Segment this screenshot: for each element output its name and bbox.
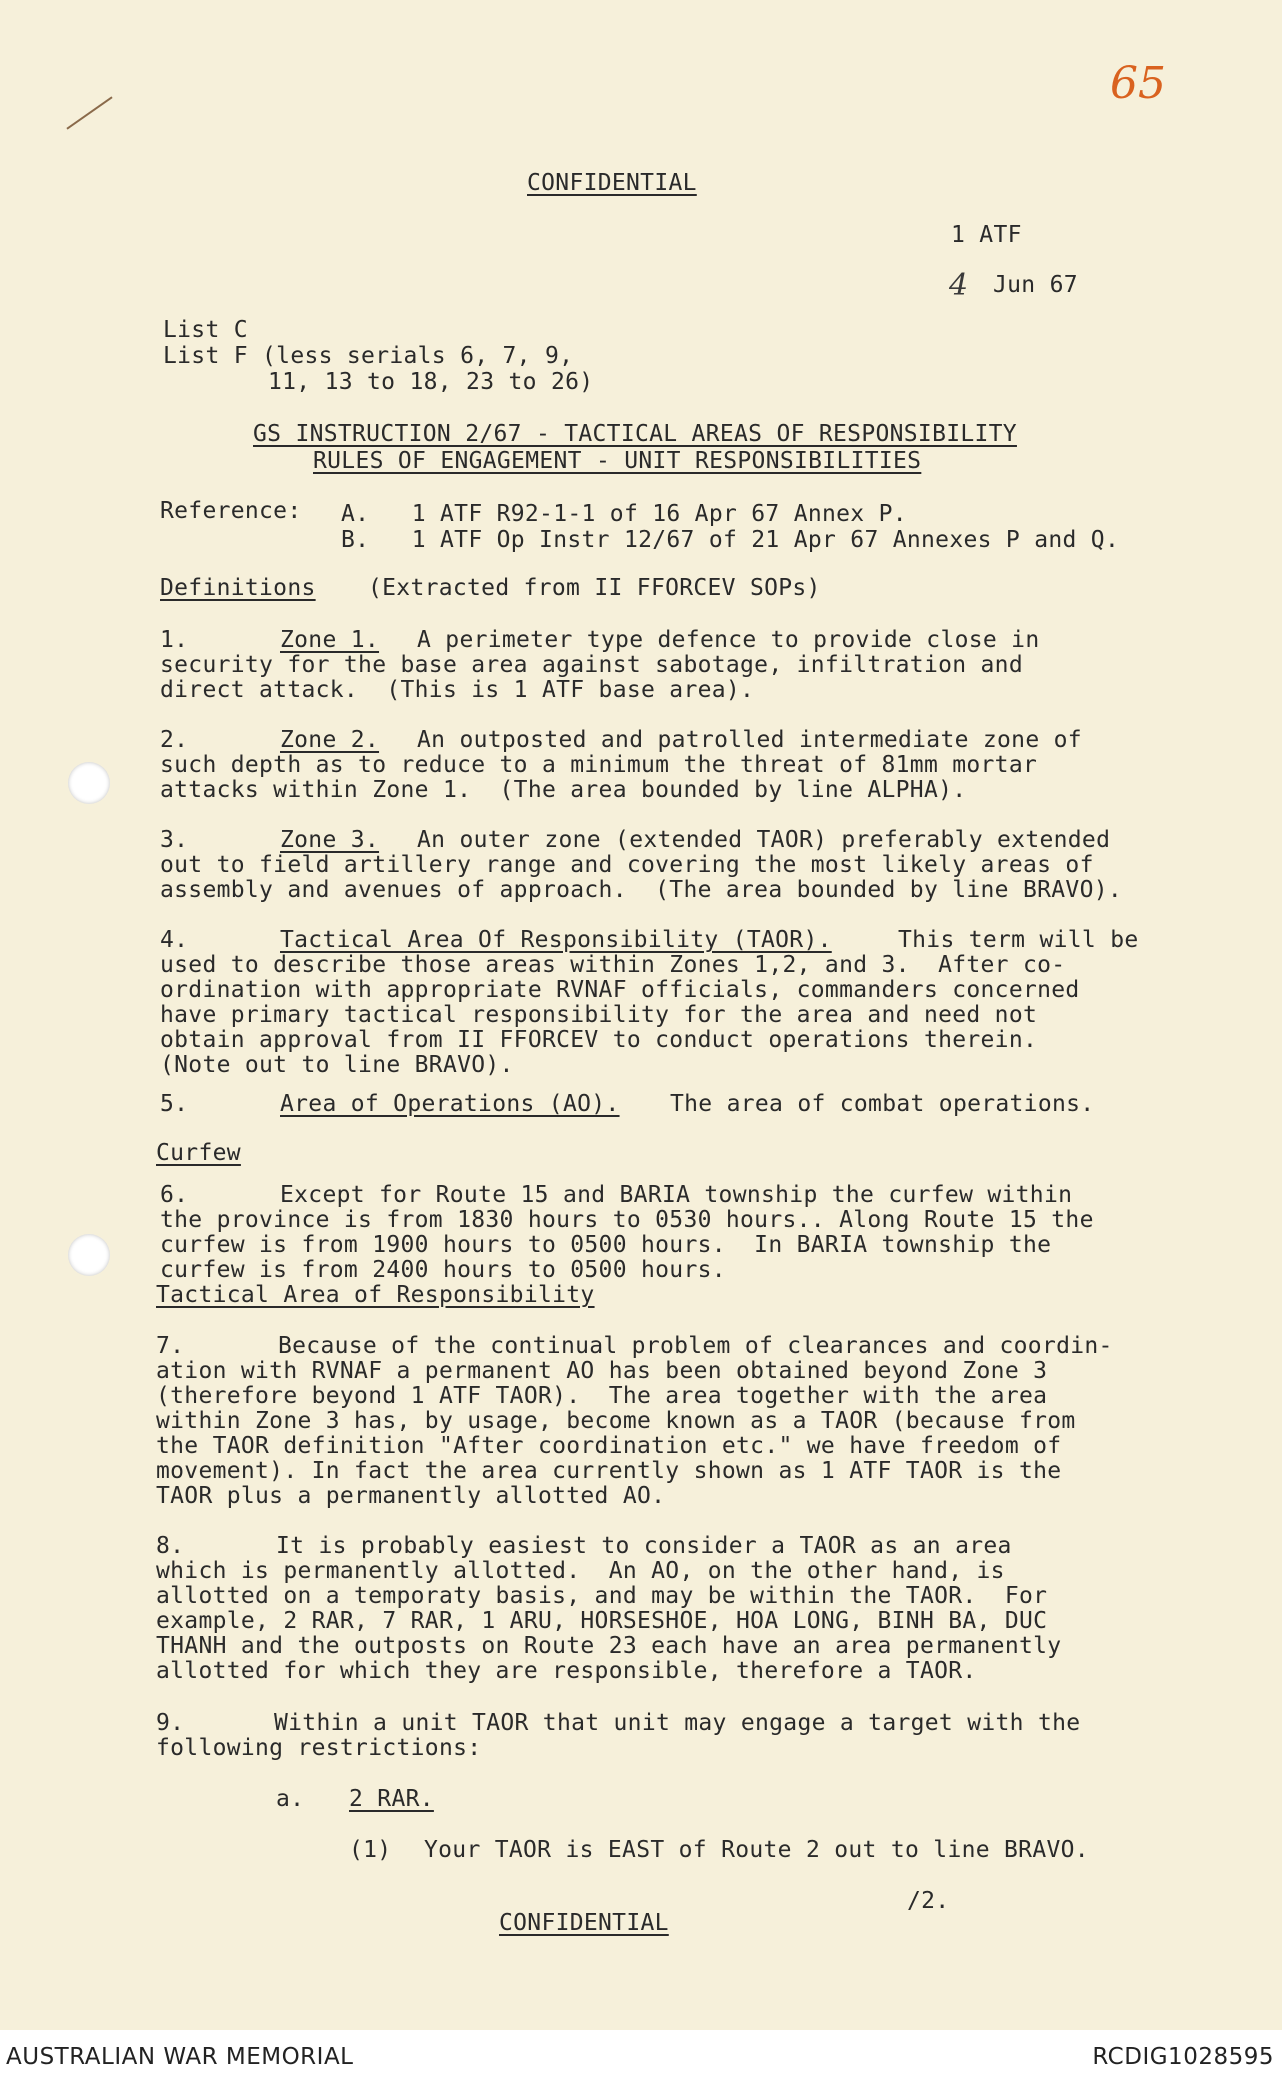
paragraph-line: (Note out to line BRAVO). (160, 1052, 514, 1078)
punch-hole (68, 1234, 110, 1276)
pencil-mark (66, 96, 112, 129)
paragraph-line: attacks within Zone 1. (The area bounded by line ALPHA). (160, 777, 967, 803)
paragraph-line: such depth as to reduce to a minimum the threat of 81mm mortar (160, 752, 1038, 778)
handwritten-date-day: 4 (949, 268, 969, 303)
paragraph-line: security for the base area against sabotage, infiltration and (160, 652, 1023, 678)
paragraph-term: Tactical Area Of Responsibility (TAOR). (280, 927, 832, 953)
paragraph-term: Zone 2. (280, 727, 380, 753)
paragraph-number: 5. (160, 1091, 189, 1117)
paragraph-line: allotted on a temporaty basis, and may be within the TAOR. For (156, 1583, 1048, 1609)
paragraph-number: 8. (156, 1533, 185, 1559)
continuation-marker: /2. (907, 1888, 950, 1914)
paragraph-number: 4. (160, 927, 189, 953)
paragraph-line: This term will be (898, 927, 1139, 953)
paragraph-line: ation with RVNAF a permanent AO has been obtained beyond Zone 3 (156, 1358, 1048, 1384)
paragraph-number: 2. (160, 727, 189, 753)
definitions-subheading: (Extracted from II FFORCEV SOPs) (368, 575, 821, 601)
paragraph-line: An outer zone (extended TAOR) preferably extended (417, 827, 1111, 853)
paragraph-line: A perimeter type defence to provide close in (417, 627, 1040, 653)
reference-b: B. 1 ATF Op Instr 12/67 of 21 Apr 67 Annexes P and Q. (341, 527, 1120, 553)
paragraph-line: THANH and the outposts on Route 23 each have an area permanently (156, 1633, 1062, 1659)
archive-name: AUSTRALIAN WAR MEMORIAL (6, 2044, 354, 2070)
paragraph-number: 9. (156, 1710, 185, 1736)
paragraph-line: Because of the continual problem of clearances and coordin- (278, 1333, 1113, 1359)
paragraph-line: out to field artillery range and covering the most likely areas of (160, 852, 1094, 878)
paragraph-line: direct attack. (This is 1 ATF base area). (160, 677, 755, 703)
document-date: Jun 67 (993, 272, 1078, 298)
subitem-text: Your TAOR is EAST of Route 2 out to line BRAVO. (424, 1837, 1089, 1863)
paragraph-line: The area of combat operations. (670, 1091, 1095, 1117)
paragraph-line: assembly and avenues of approach. (The area bounded by line BRAVO). (160, 877, 1123, 903)
handwritten-page-number: 65 (1110, 58, 1166, 109)
paragraph-line: Within a unit TAOR that unit may engage a target with the (274, 1710, 1081, 1736)
taor-heading: Tactical Area of Responsibility (156, 1282, 595, 1308)
classification-bottom: CONFIDENTIAL (499, 1910, 669, 1936)
paragraph-line: within Zone 3 has, by usage, become known as a TAOR (because from (156, 1408, 1076, 1434)
paragraph-number: 6. (160, 1182, 189, 1208)
paragraph-line: Except for Route 15 and BARIA township the curfew within (280, 1182, 1073, 1208)
document-title: GS INSTRUCTION 2/67 - TACTICAL AREAS OF RESPONSIBILITY (253, 421, 1017, 447)
distribution-line: 11, 13 to 18, 23 to 26) (268, 369, 594, 395)
paragraph-line: the TAOR definition "After coordination etc." we have freedom of (156, 1433, 1062, 1459)
reference-label: Reference: (160, 498, 302, 524)
paragraph-line: allotted for which they are responsible, therefore a TAOR. (156, 1658, 977, 1684)
definitions-heading: Definitions (160, 575, 316, 601)
paragraph-line: curfew is from 2400 hours to 0500 hours. (160, 1257, 726, 1283)
curfew-heading: Curfew (156, 1140, 241, 1166)
paragraph-number: 7. (156, 1333, 185, 1359)
paragraph-line: obtain approval from II FFORCEV to conduct operations therein. (160, 1027, 1038, 1053)
distribution-line: List F (less serials 6, 7, 9, (163, 343, 574, 369)
paragraph-line: following restrictions: (156, 1735, 482, 1761)
paragraph-line: movement). In fact the area currently shown as 1 ATF TAOR is the (156, 1458, 1062, 1484)
paragraph-term: Zone 1. (280, 627, 380, 653)
paragraph-line: An outposted and patrolled intermediate zone of (417, 727, 1082, 753)
paragraph-term: Zone 3. (280, 827, 380, 853)
subitem-number: (1) (349, 1837, 392, 1863)
paragraph-number: 3. (160, 827, 189, 853)
paragraph-line: the province is from 1830 hours to 0530 hours.. Along Route 15 the (160, 1207, 1094, 1233)
paragraph-line: ordination with appropriate RVNAF officials, commanders concerned (160, 977, 1080, 1003)
subparagraph-letter: a. (276, 1786, 305, 1812)
originating-unit: 1 ATF (951, 222, 1022, 248)
paragraph-number: 1. (160, 627, 189, 653)
paragraph-line: which is permanently allotted. An AO, on the other hand, is (156, 1558, 1005, 1584)
paragraph-line: used to describe those areas within Zones 1,2, and 3. After co- (160, 952, 1066, 978)
classification-top: CONFIDENTIAL (527, 170, 697, 196)
paragraph-line: (therefore beyond 1 ATF TAOR). The area together with the area (156, 1383, 1048, 1409)
paragraph-line: curfew is from 1900 hours to 0500 hours. In BARIA township the (160, 1232, 1052, 1258)
paragraph-line: TAOR plus a permanently allotted AO. (156, 1483, 666, 1509)
archive-footer (0, 2030, 1282, 2082)
paragraph-line: example, 2 RAR, 7 RAR, 1 ARU, HORSESHOE, HOA LONG, BINH BA, DUC (156, 1608, 1048, 1634)
distribution-line: List C (163, 317, 248, 343)
paragraph-line: have primary tactical responsibility for the area and need not (160, 1002, 1038, 1028)
paragraph-line: It is probably easiest to consider a TAOR as an area (276, 1533, 1012, 1559)
subparagraph-unit: 2 RAR. (349, 1786, 434, 1812)
archive-id: RCDIG1028595 (1092, 2044, 1274, 2070)
document-subtitle: RULES OF ENGAGEMENT - UNIT RESPONSIBILITIES (313, 448, 922, 474)
punch-hole (68, 762, 110, 804)
paragraph-term: Area of Operations (AO). (280, 1091, 620, 1117)
reference-a: A. 1 ATF R92-1-1 of 16 Apr 67 Annex P. (341, 501, 907, 527)
